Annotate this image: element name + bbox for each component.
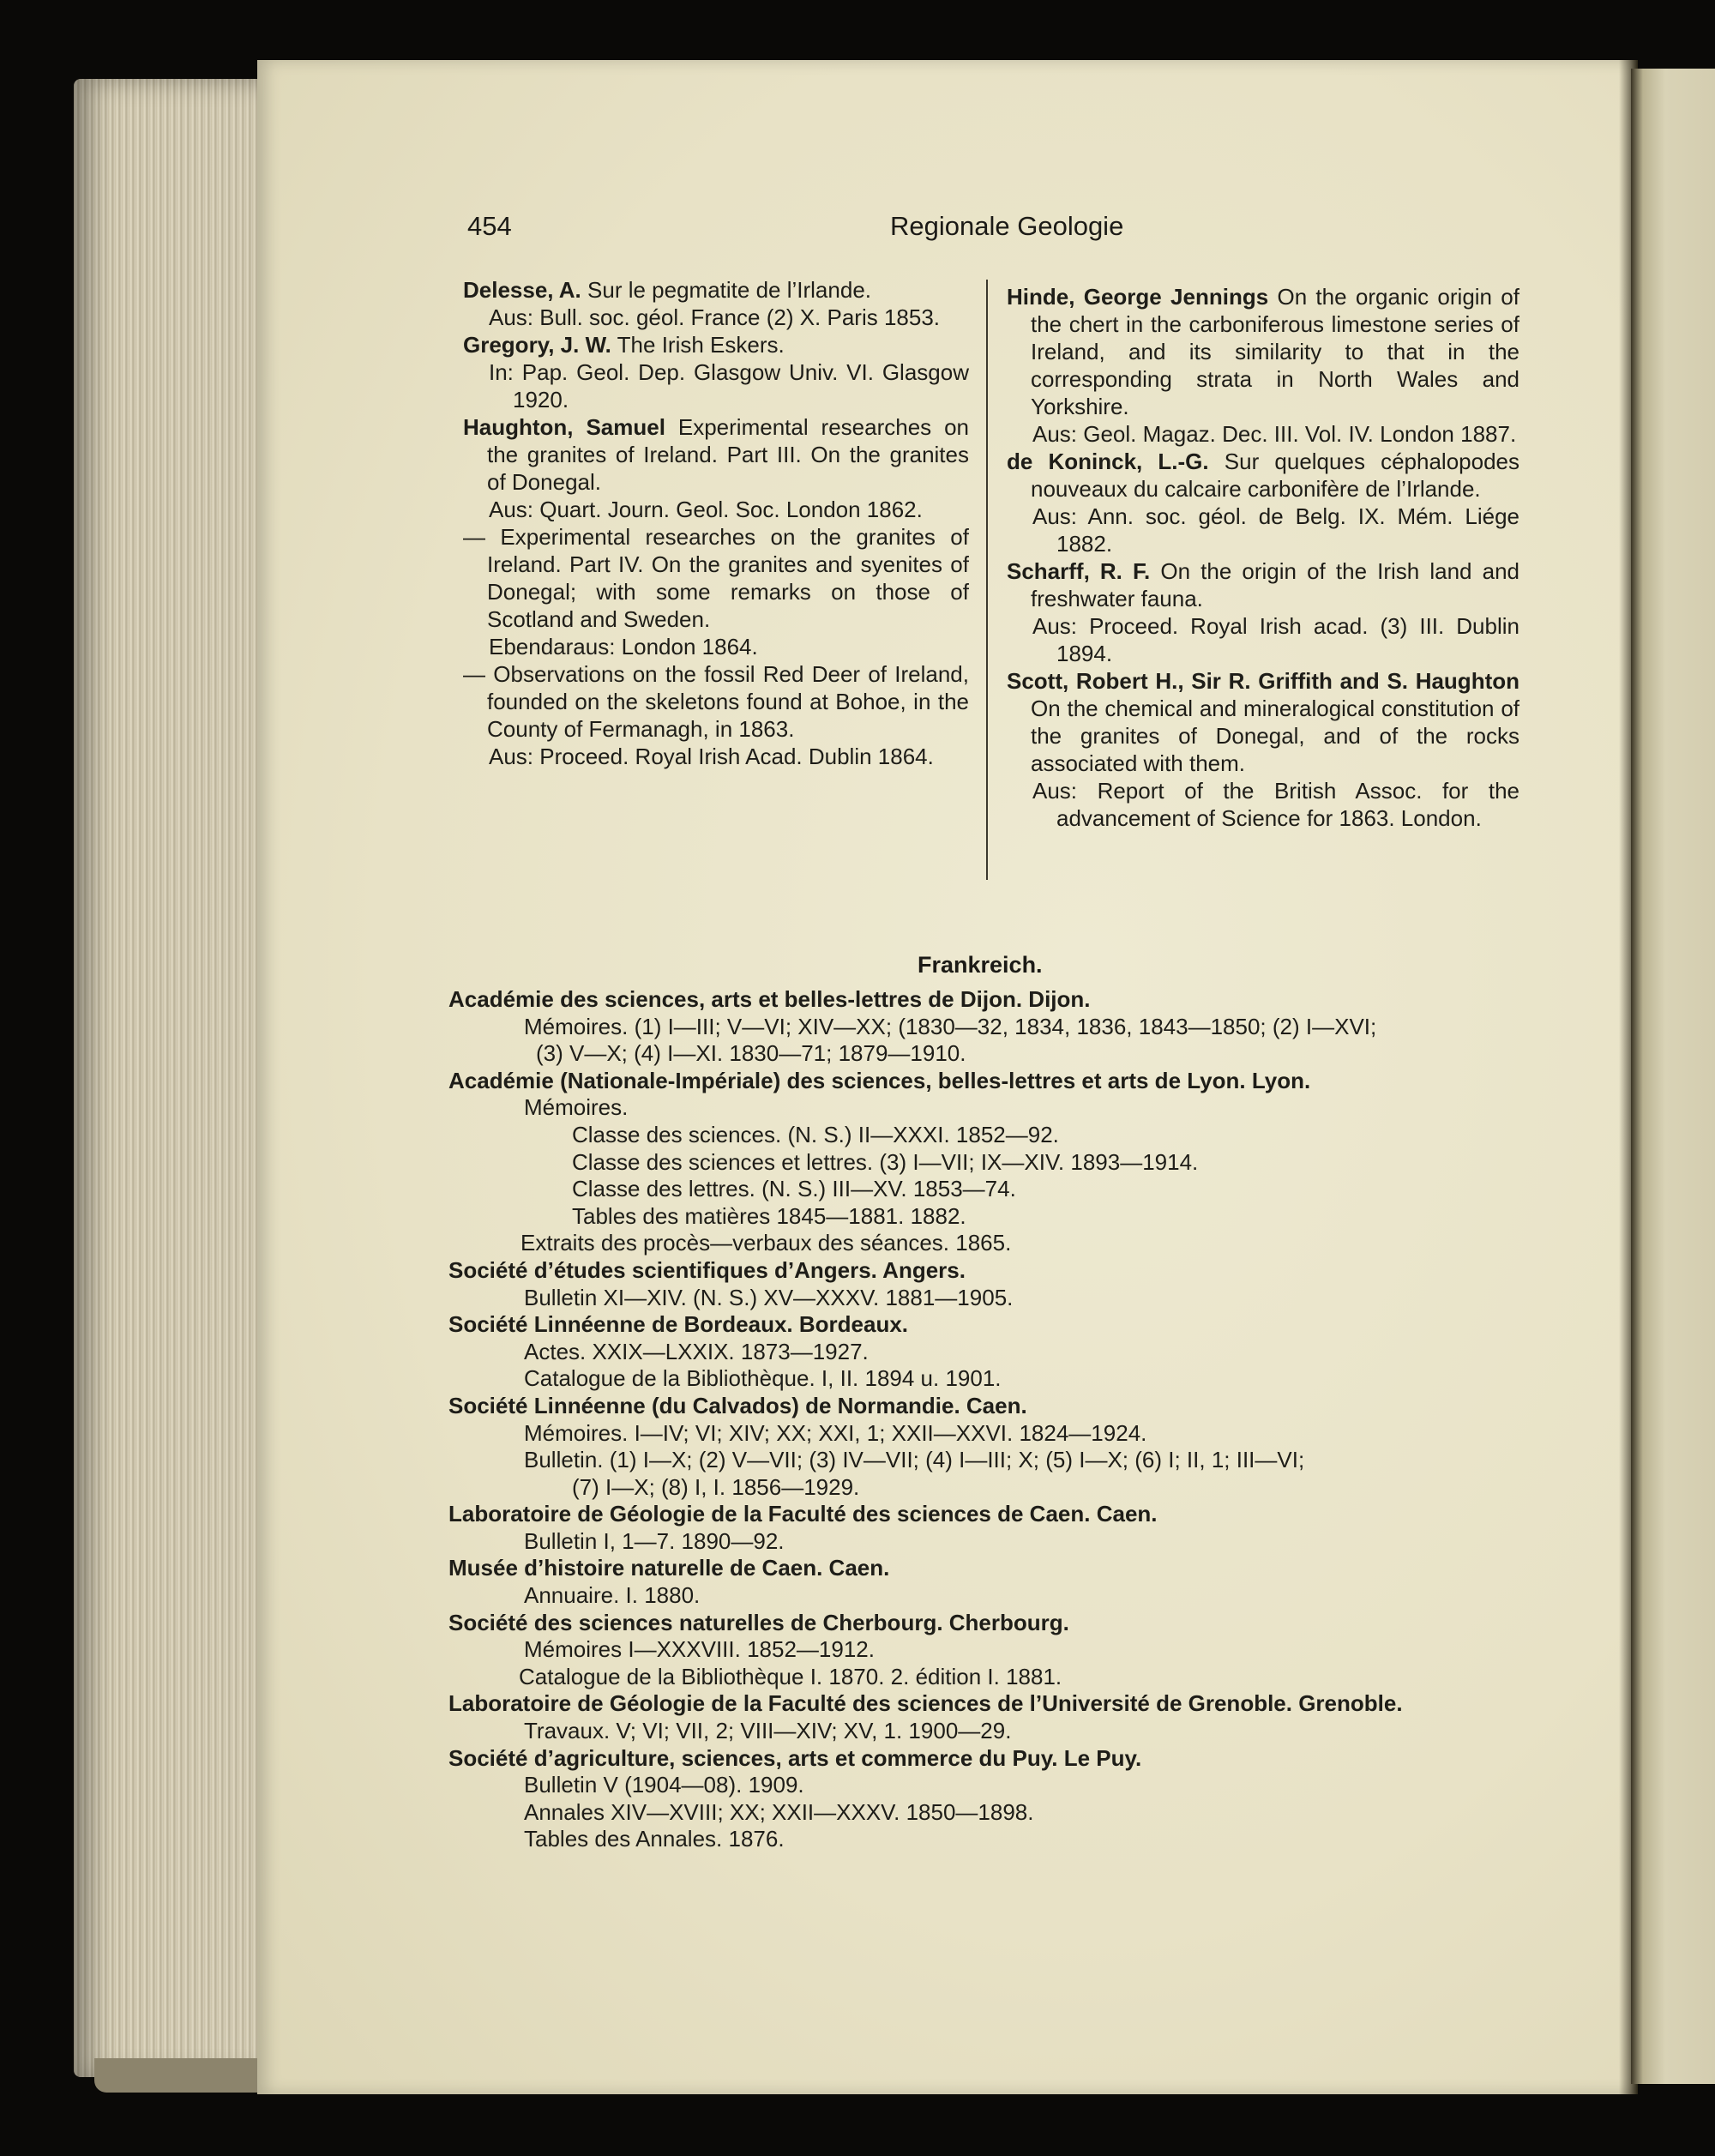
entry-title: Experimental researches on the granites of Ireland. Part IV. On the granites and syenites of Donegal; with some remarks on those of Scotland and Sweden.	[487, 524, 969, 632]
book-edge-bottom	[94, 2058, 266, 2093]
facing-page-edge	[1631, 69, 1715, 2084]
bib-entry	[1007, 557, 1519, 667]
column-divider	[986, 280, 988, 880]
bib-entry	[463, 660, 969, 770]
institution-heading: Académie des sciences, arts et belles-lettres de Dijon. Dijon.	[448, 986, 1091, 1012]
entry-source: Aus: Proceed. Royal Irish Acad. Dublin 1864.	[489, 744, 934, 769]
holding-line: Extraits des procès—verbaux des séances. 1865.	[521, 1230, 1012, 1256]
running-header-title: Regionale Geologie	[890, 211, 1124, 241]
entry-source: Aus: Quart. Journ. Geol. Soc. London 1862.	[489, 497, 923, 522]
holding-line: Travaux. V; VI; VII, 2; VIII—XIV; XV, 1. 1900—29.	[524, 1718, 1012, 1744]
entry-title: Observations on the fossil Red Deer of Ireland, founded on the skeletons found at Bohoe, in the County of Fermanagh, in 1863.	[487, 661, 969, 742]
entry-author: Delesse, A.	[463, 277, 581, 303]
holding-line: Bulletin. (1) I—X; (2) V—VII; (3) IV—VII; (4) I—III; X; (5) I—X; (6) I; II, 1; III—VI;	[524, 1447, 1305, 1473]
institution-heading: Société d’agriculture, sciences, arts et commerce du Puy. Le Puy.	[448, 1744, 1142, 1771]
institution-heading: Société des sciences naturelles de Cherbourg. Cherbourg.	[448, 1609, 1069, 1635]
book-fore-edge	[74, 79, 262, 2077]
holding-line: Mémoires. I—IV; VI; XIV; XX; XXI, 1; XXII—XXVI. 1824—1924.	[524, 1419, 1147, 1446]
bib-entry	[1007, 667, 1519, 832]
institution-heading: Musée d’histoire naturelle de Caen. Caen.	[448, 1555, 890, 1581]
entry-source: Aus: Proceed. Royal Irish acad. (3) III. Dublin 1894.	[1032, 613, 1519, 666]
holding-line: Mémoires.	[524, 1094, 629, 1121]
holding-line: Bulletin XI—XIV. (N. S.) XV—XXXV. 1881—1905.	[524, 1284, 1014, 1310]
frankreich-listing	[448, 986, 1512, 1853]
entry-author: Scott, Robert H., Sir R. Griffith and S. Haughton	[1007, 668, 1519, 694]
institution-heading: Laboratoire de Géologie de la Faculté des sciences de l’Université de Grenoble. Grenoble.	[448, 1690, 1403, 1717]
holding-line: Classe des sciences et lettres. (3) I—VII; IX—XIV. 1893—1914.	[572, 1148, 1199, 1175]
holding-line: Tables des Annales. 1876.	[524, 1826, 785, 1852]
entry-author: Scharff, R. F.	[1007, 558, 1151, 584]
entry-source: Aus: Geol. Magaz. Dec. III. Vol. IV. London 1887.	[1032, 421, 1517, 447]
page-number: 454	[467, 211, 512, 241]
bib-entry	[1007, 283, 1519, 448]
institution-heading: Laboratoire de Géologie de la Faculté des sciences de Caen. Caen.	[448, 1501, 1158, 1527]
entry-author: Hinde, George Jennings	[1007, 284, 1269, 310]
entry-author: de Koninck, L.-G.	[1007, 449, 1209, 474]
holding-line: Mémoires I—XXXVIII. 1852—1912.	[524, 1636, 875, 1663]
entry-source: Aus: Ann. soc. géol. de Belg. IX. Mém. Liége 1882.	[1032, 503, 1519, 557]
holding-line: Catalogue de la Bibliothèque. I, II. 1894 u. 1901.	[524, 1365, 1002, 1392]
entry-title: On the chemical and mineralogical constitution of the granites of Donegal, and of the rocks associated with them.	[1031, 696, 1519, 776]
bib-entry	[463, 523, 969, 660]
bib-entry	[1007, 448, 1519, 557]
institution-heading: Société Linnéenne (du Calvados) de Normandie. Caen.	[448, 1392, 1027, 1418]
entry-title: Sur le pegmatite de l’Irlande.	[587, 277, 871, 303]
holding-line: Tables des matières 1845—1881. 1882.	[572, 1202, 966, 1229]
holding-line: (7) I—X; (8) I, I. 1856—1929.	[572, 1473, 860, 1500]
holding-line: Actes. XXIX—LXXIX. 1873—1927.	[524, 1338, 869, 1364]
holding-line: Mémoires. (1) I—III; V—VI; XIV—XX; (1830—32, 1834, 1836, 1843—1850; (2) I—XVI;	[524, 1013, 1377, 1039]
institution-heading: Académie (Nationale-Impériale) des sciences, belles-lettres et arts de Lyon. Lyon.	[448, 1067, 1311, 1093]
entry-author: Haughton, Samuel	[463, 414, 665, 440]
holding-line: Bulletin V (1904—08). 1909.	[524, 1772, 804, 1798]
holding-line: Annales XIV—XVIII; XX; XXII—XXXV. 1850—1898.	[524, 1798, 1034, 1825]
entry-source: Ebendaraus: London 1864.	[489, 634, 758, 659]
entry-source: Aus: Report of the British Assoc. for the advancement of Science for 1863. London.	[1032, 778, 1519, 831]
bib-entry	[463, 413, 969, 523]
section-heading: Frankreich.	[918, 952, 1043, 978]
right-column	[1007, 283, 1519, 832]
institution-heading: Société d’études scientifiques d’Angers. Angers.	[448, 1256, 966, 1283]
holding-line: Classe des sciences. (N. S.) II—XXXI. 1852—92.	[572, 1121, 1059, 1147]
holding-line: Bulletin I, 1—7. 1890—92.	[524, 1527, 785, 1554]
entry-title: On the origin of the Irish land and freshwater fauna.	[1031, 558, 1519, 611]
entry-author: —	[463, 661, 485, 687]
bib-entry	[463, 331, 969, 413]
entry-title: Sur quelques céphalopodes nouveaux du calcaire carbonifère de l’Irlande.	[1031, 449, 1519, 502]
bib-entry	[463, 276, 969, 331]
entry-source: In: Pap. Geol. Dep. Glasgow Univ. VI. Glasgow 1920.	[489, 359, 969, 413]
holding-line: (3) V—X; (4) I—XI. 1830—71; 1879—1910.	[536, 1040, 966, 1067]
entry-title: On the organic origin of the chert in the carboniferous limestone series of Ireland, and its similarity to that in the corresponding strata in North Wales and Yorkshire.	[1031, 284, 1519, 419]
holding-line: Catalogue de la Bibliothèque I. 1870. 2. édition I. 1881.	[519, 1663, 1062, 1689]
entry-title: Experimental researches on the granites of Ireland. Part III. On the granites of Donegal.	[487, 414, 969, 495]
entry-source: Aus: Bull. soc. géol. France (2) X. Paris 1853.	[489, 304, 941, 330]
left-column	[463, 276, 969, 770]
entry-title: The Irish Eskers.	[617, 332, 785, 358]
institution-heading: Société Linnéenne de Bordeaux. Bordeaux.	[448, 1311, 909, 1338]
holding-line: Classe des lettres. (N. S.) III—XV. 1853—74.	[572, 1176, 1016, 1202]
entry-author: Gregory, J. W.	[463, 332, 611, 358]
holding-line: Annuaire. I. 1880.	[524, 1582, 701, 1609]
entry-author: —	[463, 524, 485, 550]
